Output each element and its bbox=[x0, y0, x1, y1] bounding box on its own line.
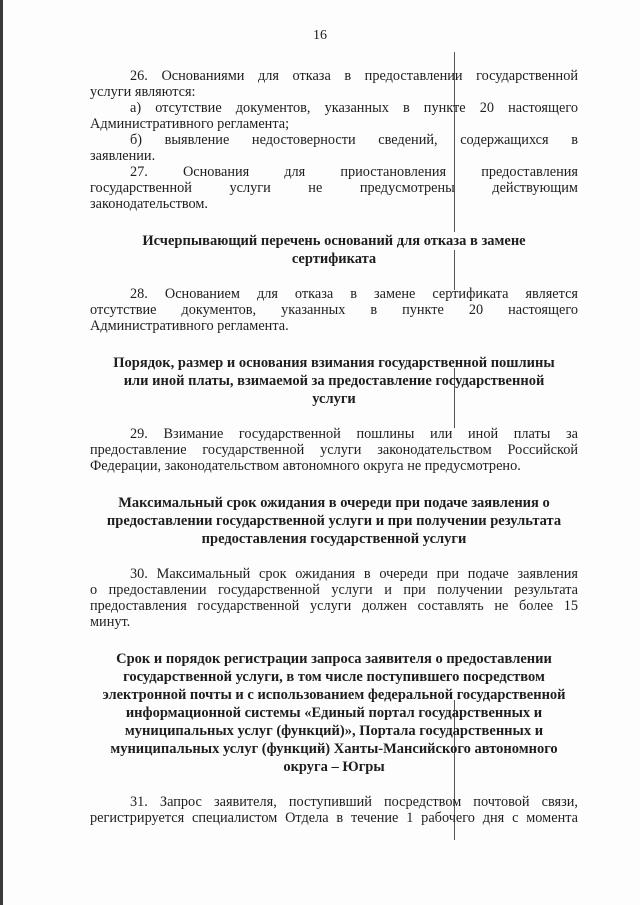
para-26b-line1: б) выявление недостоверности сведений, содержащихся в bbox=[130, 132, 578, 148]
heading-refusal-certificate bbox=[90, 232, 578, 268]
word: документов, bbox=[181, 302, 257, 318]
word: не bbox=[308, 180, 323, 196]
heading-line: Порядок, размер и основания взимания государственной пошлины bbox=[113, 355, 555, 371]
heading-line: Максимальный срок ожидания в очереди при подаче заявления о bbox=[118, 495, 550, 511]
para-31-line2: регистрируется специалистом Отдела в течение 1 рабочего дня с момента bbox=[90, 810, 578, 826]
word: в bbox=[370, 302, 378, 318]
para-30-line4: минут. bbox=[90, 614, 131, 630]
word: для bbox=[284, 164, 306, 180]
word: действующим bbox=[492, 180, 578, 196]
heading-line: Исчерпывающий перечень оснований для отказа в замене bbox=[142, 233, 526, 249]
para-26-line1: 26. Основаниями для отказа в предоставлении государственной bbox=[130, 68, 578, 84]
heading-line: электронной почты и с использованием федеральной государственной bbox=[102, 687, 566, 703]
word: предусмотрены bbox=[359, 180, 455, 196]
document-body bbox=[90, 68, 578, 826]
para-26a-line1: а) отсутствие документов, указанных в пункте 20 настоящего bbox=[130, 100, 578, 116]
para-26-line2: услуги являются: bbox=[90, 84, 196, 100]
para-30-line1: 30. Максимальный срок ожидания в очереди при подаче заявления bbox=[130, 566, 578, 582]
heading-line: округа – Югры bbox=[283, 759, 385, 775]
scan-left-edge bbox=[0, 0, 3, 905]
heading-line: предоставления государственной услуги bbox=[201, 531, 467, 547]
para-26a-line2: Административного регламента; bbox=[90, 116, 290, 132]
heading-line: или иной платы, взимаемой за предоставление государственной bbox=[123, 373, 545, 389]
heading-queue-time bbox=[90, 494, 578, 548]
word: 27. bbox=[130, 164, 148, 180]
heading-line: предоставлении государственной услуги и при получении результата bbox=[106, 513, 562, 529]
para-29-line2: предоставление государственной услуги законодательством Российской bbox=[90, 442, 578, 458]
word: отсутствие bbox=[90, 302, 157, 318]
word: указанных bbox=[281, 302, 346, 318]
para-27-row2 bbox=[90, 180, 578, 196]
word: предоставления bbox=[481, 164, 578, 180]
heading-line: муниципальных услуг (функций) Ханты-Мансийского автономного bbox=[110, 741, 558, 757]
para-31-line1: 31. Запрос заявителя, поступивший посредством почтовой связи, bbox=[130, 794, 578, 810]
heading-line: информационной системы «Единый портал государственных и bbox=[125, 705, 543, 721]
heading-line: сертификата bbox=[291, 251, 377, 267]
para-27-row1 bbox=[90, 164, 578, 180]
para-30-line3: предоставления государственной услуги должен составлять не более 15 bbox=[90, 598, 578, 614]
heading-line: государственной услуги, в том числе поступившего посредством bbox=[123, 669, 545, 685]
para-29-line1: 29. Взимание государственной пошлины или иной платы за bbox=[130, 426, 578, 442]
heading-state-fee bbox=[90, 354, 578, 408]
heading-line: Срок и порядок регистрации запроса заявителя о предоставлении bbox=[116, 651, 552, 667]
heading-registration bbox=[90, 650, 578, 776]
para-29-line3: Федерации, законодательством автономного округа не предусмотрено. bbox=[90, 458, 521, 474]
word: настоящего bbox=[508, 302, 578, 318]
word: государственной bbox=[90, 180, 192, 196]
heading-line: муниципальных услуг (функций)», Портала государственных и bbox=[124, 723, 544, 739]
para-28-row2 bbox=[90, 302, 578, 318]
word: 20 bbox=[468, 302, 484, 318]
heading-line: услуги bbox=[312, 391, 356, 407]
para-27-line3: законодательством. bbox=[90, 196, 208, 212]
word: приостановления bbox=[340, 164, 447, 180]
para-26b-line2: заявлении. bbox=[90, 148, 156, 164]
word: пункте bbox=[402, 302, 444, 318]
para-28-line3: Административного регламента. bbox=[90, 318, 289, 334]
para-28-line1: 28. Основанием для отказа в замене сертификата является bbox=[130, 286, 578, 302]
page-number: 16 bbox=[313, 28, 327, 43]
word: услуги bbox=[229, 180, 271, 196]
para-30-line2: о предоставлении государственной услуги и при получении результата bbox=[90, 582, 578, 598]
word: Основания bbox=[182, 164, 250, 180]
